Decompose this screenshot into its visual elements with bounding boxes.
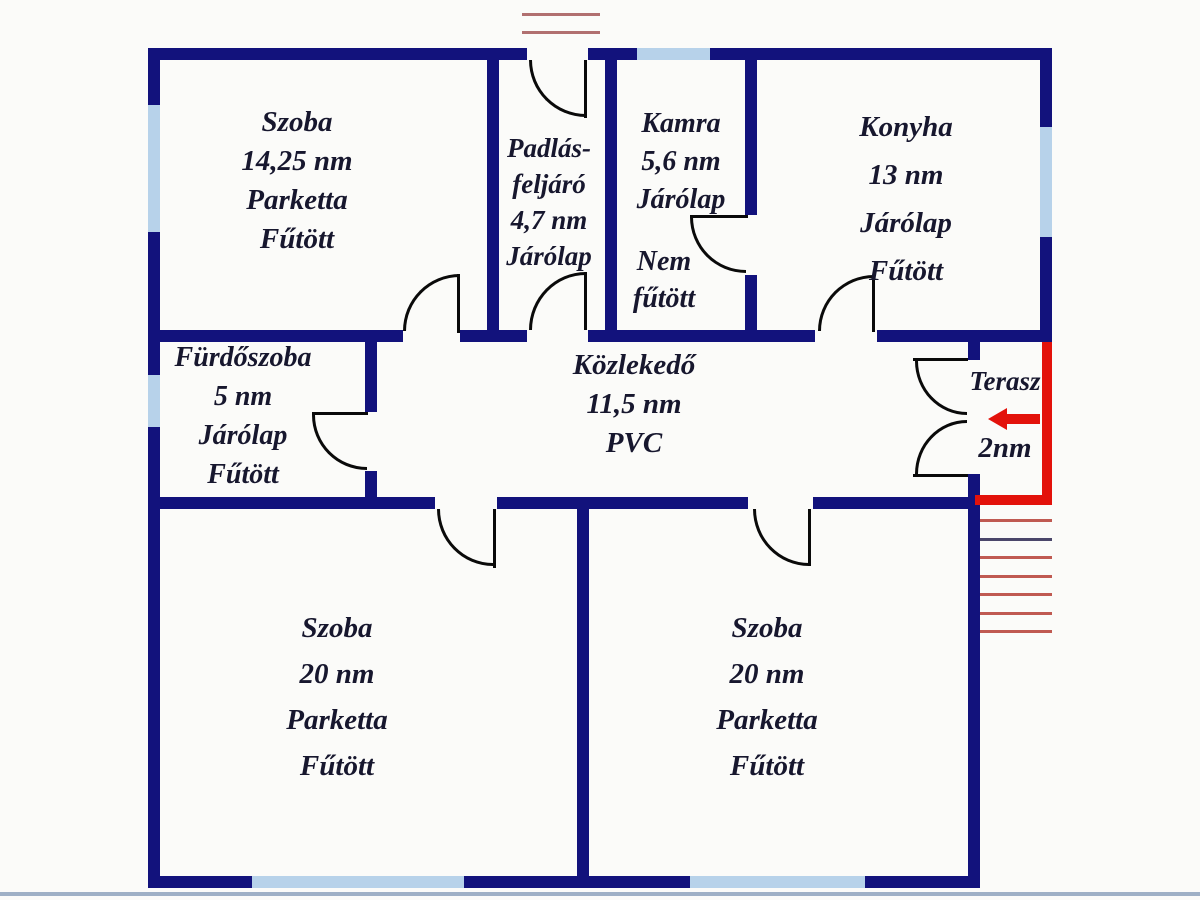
wall-terasz-stub-upper [968, 342, 980, 360]
window-szoba1-left [148, 105, 160, 232]
door-leaf-terasz-top [913, 358, 968, 361]
window-kamra-top [637, 48, 710, 60]
room-line: 5 nm [213, 381, 273, 412]
door-leaf-szoba3 [808, 509, 811, 566]
room-line: PVC [605, 427, 663, 459]
wall-low-c [813, 497, 980, 509]
room-line: Fürdőszoba [174, 342, 312, 373]
room-label-szoba3 [716, 605, 818, 789]
door-leaf-padlas-bottom [584, 272, 587, 330]
window-szoba2-bottom [252, 876, 464, 888]
room-line: Fűtött [868, 255, 944, 287]
door-leaf-furdoszoba [312, 412, 368, 415]
room-line: Parketta [286, 704, 388, 736]
room-label-szoba2 [286, 605, 388, 789]
stair-step-1 [980, 519, 1052, 522]
wall-top-left-segment [148, 48, 527, 60]
window-szoba3-bottom [690, 876, 865, 888]
door-leaf-padlas-top [584, 60, 587, 118]
door-leaf-terasz-bottom [913, 474, 968, 477]
entrance-arrow-shaft [1006, 414, 1040, 424]
room-line: Szoba [731, 612, 803, 644]
room-label-furdoszoba [175, 338, 312, 494]
door-arc-szoba1 [403, 274, 460, 331]
wall-padlas-kamra-divider [605, 48, 617, 342]
door-arc-szoba3 [753, 509, 809, 566]
wall-right-lower [968, 497, 980, 888]
room-line: Fűtött [259, 223, 335, 255]
room-label-terasz-name: Terasz [969, 366, 1041, 396]
room-label-terasz-area: 2nm [978, 432, 1032, 464]
stair-step-3 [980, 556, 1052, 559]
door-arc-padlas-bottom [529, 272, 586, 330]
door-leaf-szoba2 [493, 509, 496, 568]
room-line: Fűtött [207, 459, 279, 490]
wall-low-b [497, 497, 748, 509]
room-line: Fűtött [729, 750, 805, 782]
terasz-outline-bottom [975, 495, 1052, 505]
entrance-arrow-icon [988, 408, 1007, 430]
room-line: Járólap [506, 241, 592, 271]
door-arc-terasz-top [915, 361, 967, 415]
door-arc-kamra [690, 217, 746, 273]
room-line: fűtött [632, 283, 696, 314]
room-line: Parketta [246, 184, 348, 216]
wall-low-a [148, 497, 435, 509]
room-line: Padlás- [506, 133, 591, 163]
room-line: Fűtött [299, 750, 375, 782]
wall-terasz-stub-lower [968, 474, 980, 497]
stair-step-5 [980, 593, 1052, 596]
room-line: Parketta [716, 704, 818, 736]
window-konyha-right [1040, 127, 1052, 237]
wall-mid-d [877, 330, 1052, 342]
room-line: Szoba [261, 106, 333, 138]
room-line: Kamra [641, 108, 721, 139]
stair-step-2 [980, 538, 1052, 541]
room-line: 14,25 nm [241, 145, 353, 177]
room-label-kamra-heating [633, 243, 695, 317]
room-line: Nem [636, 246, 692, 277]
room-line: Szoba [301, 612, 373, 644]
room-line: 5,6 nm [641, 146, 721, 177]
room-line: Járólap [198, 420, 288, 451]
door-arc-padlas-top [529, 60, 586, 117]
door-arc-terasz-bottom [915, 420, 967, 474]
stair-step-4 [980, 575, 1052, 578]
footer-divider [0, 892, 1200, 896]
room-line: feljáró [512, 169, 586, 199]
door-leaf-szoba1 [457, 274, 460, 333]
wall-kamra-konyha-upper [745, 48, 757, 215]
entry-step-mark-2 [522, 31, 600, 34]
room-line: Közlekedő [572, 349, 696, 381]
wall-mid-c [588, 330, 815, 342]
door-arc-furdoszoba [312, 415, 367, 470]
room-line: Járólap [860, 207, 952, 239]
wall-szoba-padlas-divider [487, 48, 499, 342]
room-label-kozlekedo [573, 346, 695, 463]
room-label-padlas [506, 130, 592, 274]
room-line: Konyha [859, 111, 953, 143]
room-line: Járólap [636, 184, 726, 215]
room-label-konyha [859, 103, 952, 295]
room-label-szoba1 [241, 103, 352, 259]
entry-step-mark-1 [522, 13, 600, 16]
room-line: 13 nm [868, 159, 944, 191]
room-line: 11,5 nm [586, 388, 682, 420]
wall-kamra-konyha-lower [745, 275, 757, 342]
room-label-kamra [637, 105, 726, 219]
stair-step-6 [980, 612, 1052, 615]
room-line: 4,7 nm [510, 205, 588, 235]
room-line: 20 nm [729, 658, 805, 690]
room-line: 20 nm [299, 658, 375, 690]
wall-bottom-rooms-divider [577, 497, 589, 888]
window-furdoszoba-left [148, 375, 160, 427]
stair-step-7 [980, 630, 1052, 633]
terasz-outline-right [1042, 342, 1052, 505]
door-arc-szoba2 [437, 509, 493, 566]
wall-furdoszoba-east-upper [365, 330, 377, 412]
